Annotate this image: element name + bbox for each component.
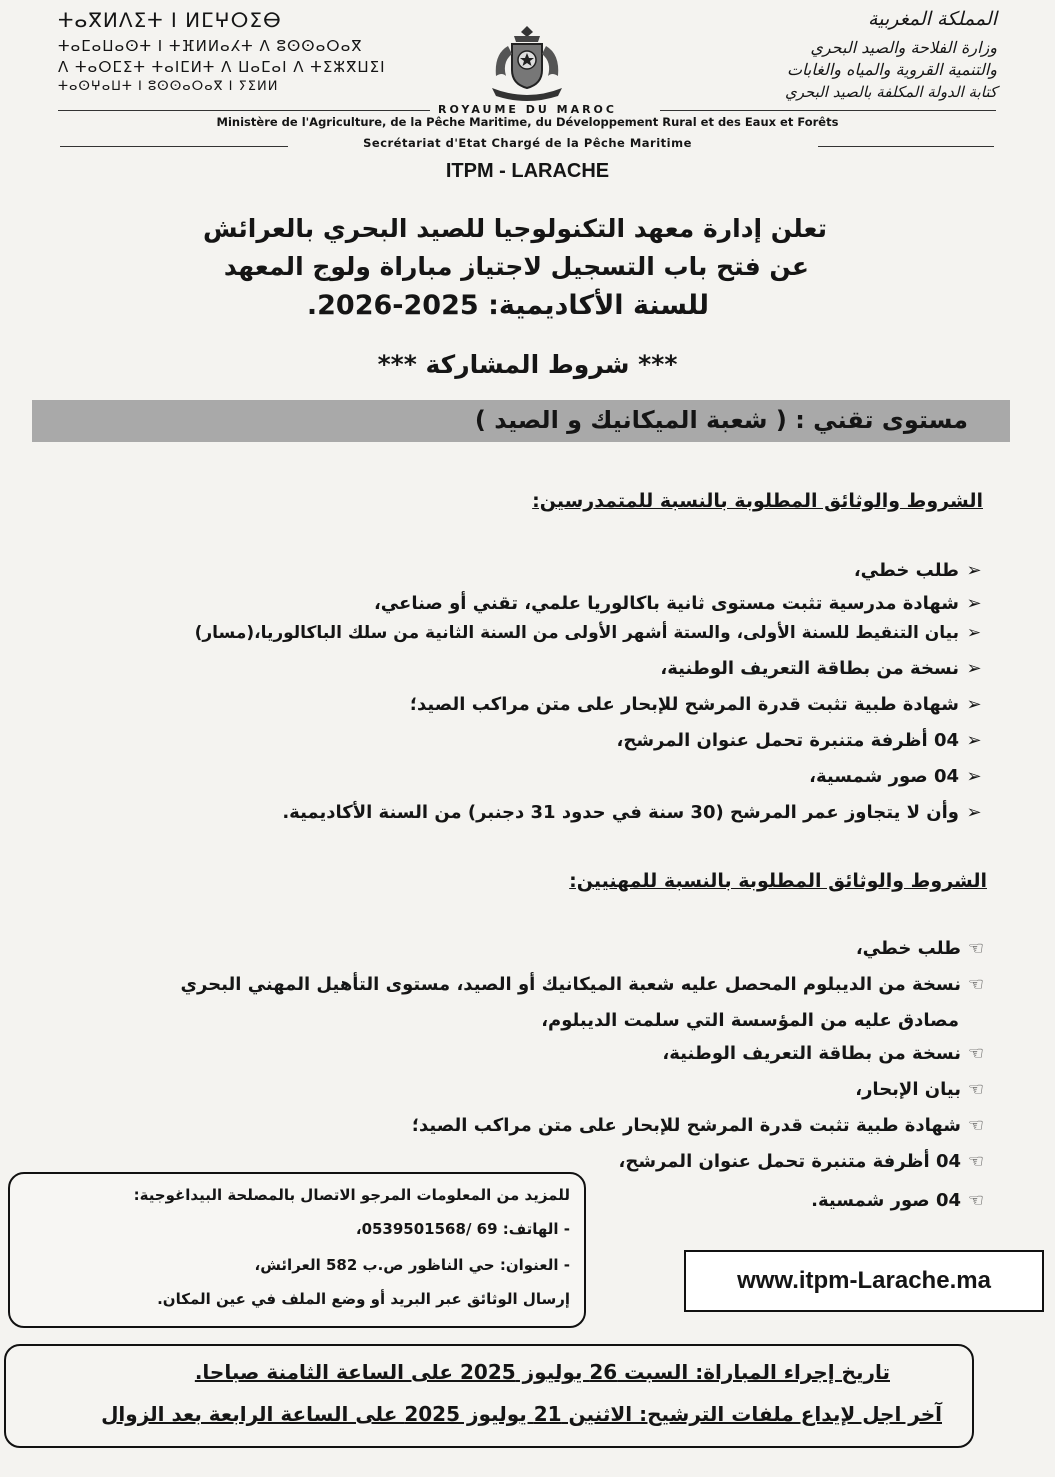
professionals-item: ☜شهادة طبية تثبت قدرة المرشح للإبحار على متن مراكب الصيد؛: [411, 1115, 985, 1136]
professionals-item: ☜04 أظرفة متنبرة تحمل عنوان المرشح،: [618, 1151, 985, 1172]
announcement-line2: عن فتح باب التسجيل لاجتياز مباراة ولوج المعهد: [223, 252, 809, 281]
professionals-item: ☜نسخة من بطاقة التعريف الوطنية،: [662, 1043, 985, 1064]
tifinagh-kingdom: ⵜⴰⴳⵍⴷⵉⵜ ⵏ ⵍⵎⵖⵔⵉⴱ: [58, 8, 282, 32]
arabic-ministry-line1: وزارة الفلاحة والصيد البحري: [810, 38, 997, 57]
conditions-title: *** شروط المشاركة ***: [377, 350, 678, 379]
students-heading: الشروط والوثائق المطلوبة بالنسبة للمتمدرسين:: [532, 490, 983, 512]
dates-box: [4, 1344, 974, 1448]
students-item: ➢طلب خطي،: [853, 560, 982, 581]
tifinagh-ministry-line1: ⵜⴰⵎⴰⵡⴰⵙⵜ ⵏ ⵜⴼⵍⵍⴰⵃⵜ ⴷ ⵓⵙⵙⴰⵔⴰⴳ: [58, 37, 363, 55]
ministry-label: Ministère de l'Agriculture, de la Pêche Maritime, du Développement Rural et des Eaux et Forêts: [216, 115, 839, 129]
tifinagh-ministry-line2: ⴷ ⵜⴰⵔⵎⵉⵜ ⵜⴰⵏⵎⵍⵜ ⴷ ⵡⴰⵎⴰⵏ ⴷ ⵜⵉⵣⴳⵡⵉⵏ: [58, 58, 386, 76]
professionals-item: ☜نسخة من الديبلوم المحصل عليه شعبة الميكانيك أو الصيد، مستوى التأهيل المهني البحري: [180, 974, 985, 995]
students-item: ➢04 أظرفة متنبرة تحمل عنوان المرشح،: [616, 730, 982, 751]
professionals-item: ☜بيان الإبحار،: [855, 1079, 985, 1100]
professionals-heading: الشروط والوثائق المطلوبة بالنسبة للمهنيين:: [569, 870, 987, 892]
announcement-line3: للسنة الأكاديمية: 2025-2026.: [306, 290, 709, 321]
exam-date: تاريخ إجراء المباراة: السبت 26 يوليوز 2025 على الساعة الثامنة صباحا.: [194, 1360, 890, 1384]
professionals-item-continuation: مصادق عليه من المؤسسة التي سلمت الديبلوم،: [541, 1010, 959, 1031]
level-banner-text: مستوى تقني : ( شعبة الميكانيك و الصيد ): [474, 406, 968, 434]
professionals-item: ☜04 صور شمسية.: [811, 1190, 985, 1211]
kingdom-label: ROYAUME DU MAROC: [438, 103, 617, 116]
contact-intro: للمزيد من المعلومات المرجو الاتصال بالمصلحة البيداغوجية:: [133, 1186, 570, 1204]
students-item: ➢شهادة مدرسية تثبت مستوى ثانية باكالوريا علمي، تقني أو صناعي،: [373, 593, 982, 614]
contact-submission: إرسال الوثائق عبر البريد أو وضع الملف في عين المكان.: [157, 1290, 570, 1308]
submission-deadline: آخر اجل لإيداع ملفات الترشيح: الاثنين 21 يوليوز 2025 على الساعة الرابعة بعد الزوال: [101, 1402, 942, 1426]
announcement-line1: تعلن إدارة معهد التكنولوجيا للصيد البحري بالعرائش: [203, 214, 827, 243]
students-item: ➢04 صور شمسية،: [809, 766, 982, 787]
level-banner: [32, 400, 1010, 442]
header-rule-bottom-right: [818, 146, 994, 147]
institute-name: ITPM - LARACHE: [445, 160, 610, 182]
professionals-item: ☜طلب خطي،: [855, 938, 985, 959]
students-item: ➢شهادة طبية تثبت قدرة المرشح للإبحار على متن مراكب الصيد؛: [409, 694, 982, 715]
tifinagh-secretariat: ⵜⴰⵙⵖⴰⵡⵜ ⵏ ⵓⵙⵙⴰⵔⴰⴳ ⵏ ⵢⵉⵍⵍ: [58, 79, 279, 94]
contact-phone: - الهاتف: 69 /0539501568،: [355, 1220, 570, 1238]
contact-box: [8, 1172, 586, 1328]
students-item: ➢بيان التنقيط للسنة الأولى، والستة أشهر الأولى من السنة الثانية من سلك الباكالوريا،(مسار): [194, 623, 982, 643]
secretariat-label: Secrétariat d'Etat Chargé de la Pêche Maritime: [363, 136, 692, 150]
contact-address: - العنوان: حي الناظور ص.ب 582 العرائش،: [254, 1256, 570, 1274]
header-rule-bottom-left: [60, 146, 288, 147]
arabic-secretariat: كتابة الدولة المكلفة بالصيد البحري: [785, 83, 997, 101]
arabic-ministry-line2: والتنمية القروية والمياه والغابات: [786, 60, 997, 79]
website-box: [684, 1250, 1044, 1312]
students-item: ➢نسخة من بطاقة التعريف الوطنية،: [660, 658, 982, 679]
students-item: ➢وأن لا يتجاوز عمر المرشح (30 سنة في حدود 31 دجنبر) من السنة الأكاديمية.: [282, 802, 982, 823]
coat-of-arms-emblem: [484, 22, 570, 104]
website-link[interactable]: www.itpm-Larache.ma: [737, 1267, 991, 1294]
arabic-kingdom: المملكة المغربية: [868, 8, 997, 30]
